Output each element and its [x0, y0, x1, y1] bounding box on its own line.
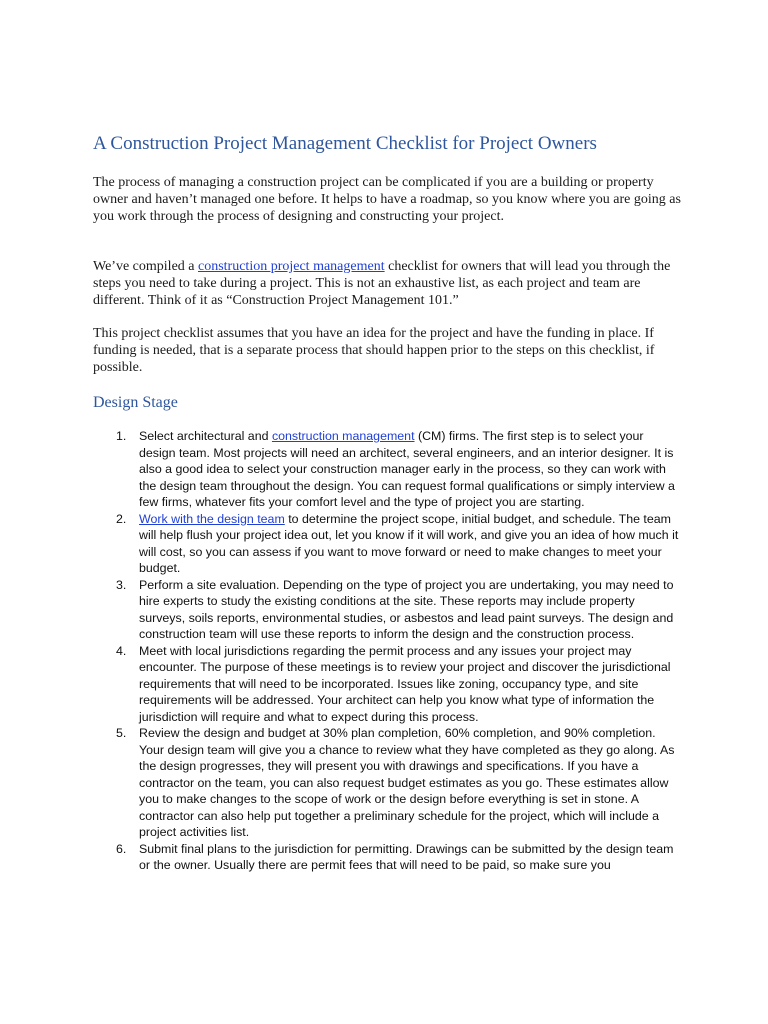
- step-text: Select architectural and: [139, 429, 272, 443]
- step-text-after-link: (CM) firms. The first step is to select your design team. Most projects will need an architect, several engineers, and an interior designer. It is also a good idea to select your construction manager early in the process, so they can work with the design team throughout the design. You can request formal qualifications or simply interview a few firms, whatever fits your comfort level and the type of project you are starting.: [139, 429, 675, 509]
- intro-paragraph: [93, 174, 683, 225]
- step-item: [0, 428, 679, 511]
- compiled-paragraph: [93, 258, 683, 309]
- assumption-text: This project checklist assumes that you have an idea for the project and have the funding in place. If funding is needed, that is a separate process that should happen prior to the steps on this checklist, if possible.: [93, 326, 655, 375]
- assumption-paragraph: [93, 325, 683, 376]
- step-text-after-link: to determine the project scope, initial budget, and schedule. The team will help flush your project idea out, let you know if it will work, and give you an idea of how much it will cost, so you can assess if you want to move forward or need to make changes to meet your budget.: [139, 511, 679, 575]
- step-text: Perform a site evaluation. Depending on the type of project you are undertaking, you may need to hire experts to study the existing conditions at the site. These reports may include property surveys, soils reports, environmental studies, or asbestos and lead paint surveys. The design and construction team will use these reports to inform the design and the construction process.: [139, 577, 674, 641]
- step-item: [0, 577, 679, 643]
- construction-project-management-link[interactable]: construction project management: [198, 259, 385, 274]
- step-item: [0, 511, 679, 577]
- step-number: 4.: [116, 643, 127, 658]
- intro-text: The process of managing a construction project can be complicated if you are a building or property owner and haven’t managed one before. It helps to have a roadmap, so you know where you are going as you work through the process of designing and constructing your project.: [93, 175, 681, 224]
- step-number: 5.: [116, 726, 127, 740]
- step-item: [0, 643, 679, 726]
- compiled-text-after-link: checklist for owners that will lead you through the steps you need to take during a project. This is not an exhaustive list, as each project and team are different. Think of it as “Construction Project Management 101.”: [93, 259, 671, 308]
- step-text: Review the design and budget at 30% plan completion, 60% completion, and 90% completion. Your design team will give you a chance to review what they have completed as they go along. As the design progresses, they will present you with drawings and specifications. If you have a contractor on the team, you can also request budget estimates as you go. These estimates allow you to make changes to the scope of work or the design before everything is set in stone. A contractor can also help put together a preliminary schedule for the project, which will include a project activities list.: [139, 726, 675, 839]
- step-number: 2.: [116, 511, 127, 526]
- step-number: 6.: [116, 841, 127, 856]
- step-number: 1.: [116, 429, 127, 443]
- step-item: [0, 725, 679, 841]
- construction-management-link[interactable]: construction management: [271, 429, 415, 443]
- step-item: [0, 841, 679, 874]
- step-text: Meet with local jurisdictions regarding the permit process and any issues your project may encounter. The purpose of these meetings is to review your project and discover the jurisdictional requirements that will need to be incorporated. Issues like zoning, occupancy type, and site requirements will be addressed. Your architect can help you know what type of information the jurisdiction will require and what to expect during this process.: [139, 643, 671, 724]
- work-with-design-team-link[interactable]: Work with the design team: [139, 511, 285, 526]
- document-title: A Construction Project Management Checklist for Project Owners: [93, 133, 597, 154]
- design-stage-heading: Design Stage: [93, 394, 178, 411]
- design-stage-steps: [0, 428, 768, 874]
- step-text: Submit final plans to the jurisdiction for permitting. Drawings can be submitted by the design team or the owner. Usually there are permit fees that will need to be paid, so make sure you: [139, 841, 674, 872]
- step-number: 3.: [116, 577, 127, 592]
- compiled-text-before-link: We’ve compiled a: [93, 259, 198, 274]
